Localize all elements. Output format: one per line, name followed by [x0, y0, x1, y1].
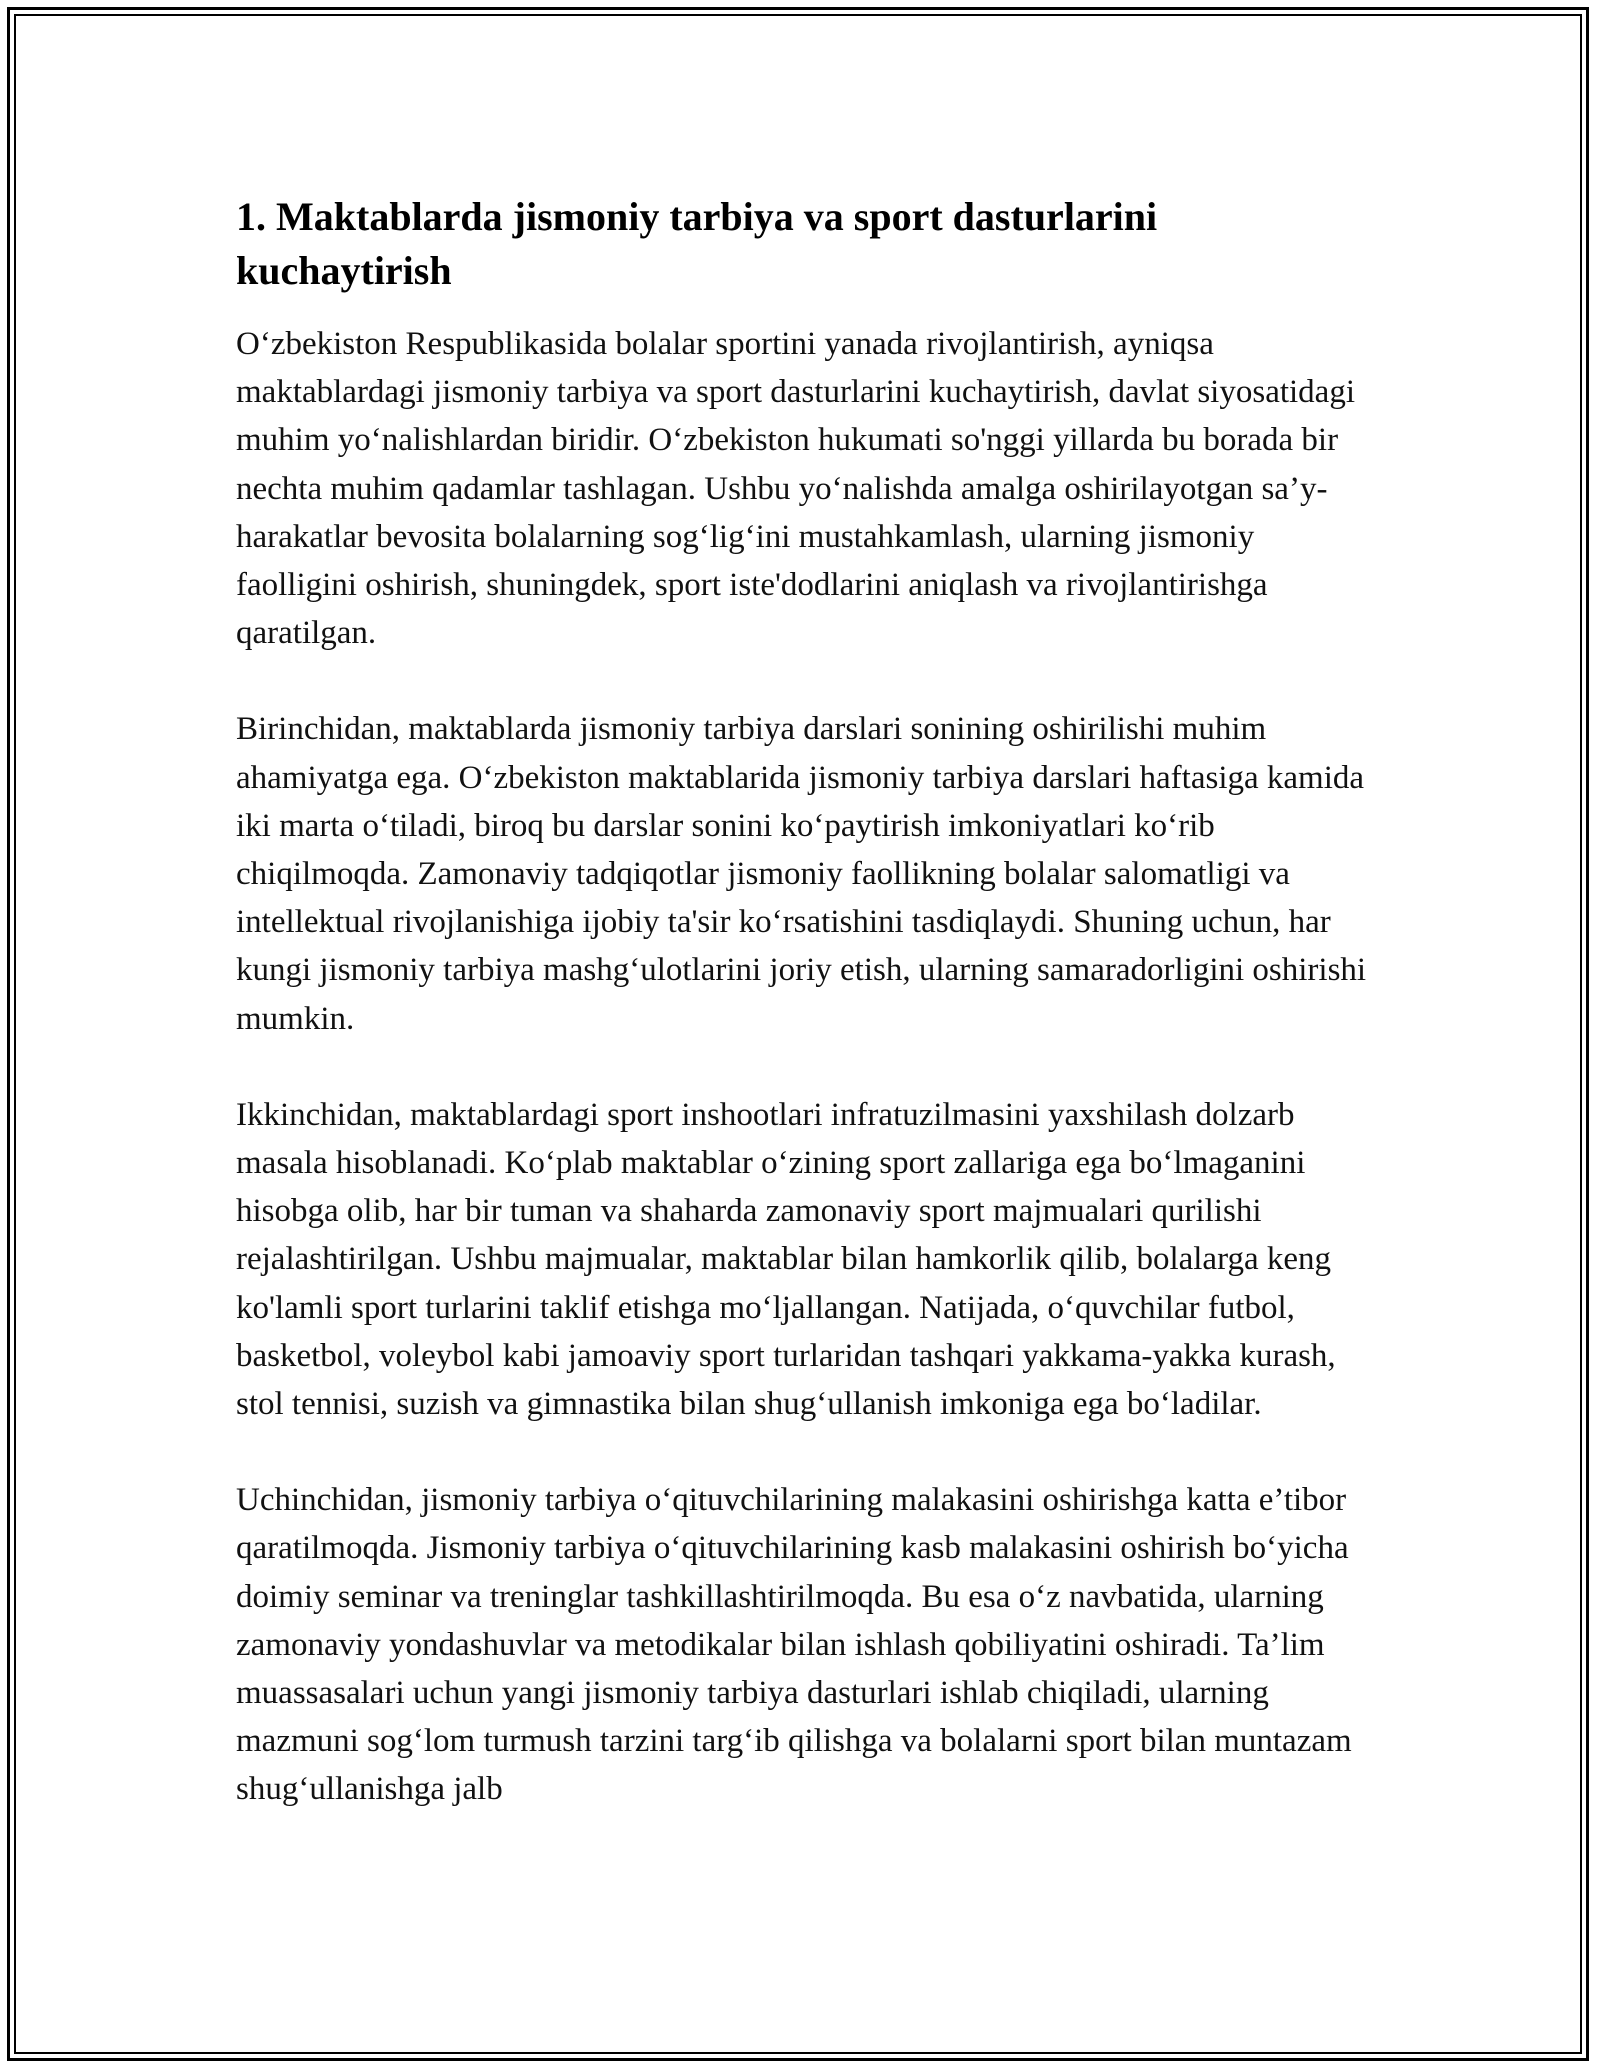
section-heading: 1. Maktablarda jismoniy tarbiya va sport dasturlarini kuchaytirish	[236, 194, 1158, 293]
paragraph-intro: O‘zbekiston Respublikasida bolalar sportini yanada rivojlantirish, ayniqsa maktablardagi jismoniy tarbiya va sport dasturlarini kuchaytirish, davlat siyosatidagi muhim yo‘nalishlardan biridir. O‘zbekiston hukumati so'nggi yillarda bu borada bir nechta muhim qadamlar tashlagan. Ushbu yo‘nalishda amalga oshirilayotgan sa’y-harakatlar bevosita bolalarning sog‘lig‘ini mustahkamlash, ularning jismoniy faolligini oshirish, shuningdek, sport iste'dodlarini aniqlash va rivojlantirishga qaratilgan.	[236, 326, 1355, 652]
paragraph-third-point: Uchinchidan, jismoniy tarbiya o‘qituvchilarining malakasini oshirishga katta e’tibor qaratilmoqda. Jismoniy tarbiya o‘qituvchilarining kasb malakasini oshirish bo‘yicha doimiy seminar va treninglar tashkillashtirilmoqda. Bu esa o‘z navbatida, ularning zamonaviy yondashuvlar va metodikalar bilan ishlash qobiliyatini oshiradi. Ta’lim muassasalari uchun yangi jismoniy tarbiya dasturlari ishlab chiqiladi, ularning mazmuni sog‘lom turmush tarzini targ‘ib qilishga va bolalarni sport bilan muntazam shug‘ullanishga jalb	[236, 1482, 1352, 1808]
paragraph-second-point: Ikkinchidan, maktablardagi sport inshootlari infratuzilmasini yaxshilash dolzarb masala hisoblanadi. Ko‘plab maktablar o‘zining sport zallariga ega bo‘lmaganini hisobga olib, har bir tuman va shaharda zamonaviy sport majmualari qurilishi rejalashtirilgan. Ushbu majmualar, maktablar bilan hamkorlik qilib, bolalarga keng ko'lamli sport turlarini taklif etishga mo‘ljallangan. Natijada, o‘quvchilar futbol, basketbol, voleybol kabi jamoaviy sport turlaridan tashqari yakkama-yakka kurash, stol tennisi, suzish va gimnastika bilan shug‘ullanish imkoniga ega bo‘ladilar.	[236, 1096, 1336, 1423]
paragraph-first-point: Birinchidan, maktablarda jismoniy tarbiya darslari sonining oshirilishi muhim ahamiyatga ega. O‘zbekiston maktablarida jismoniy tarbiya darslari haftasiga kamida iki marta o‘tiladi, biroq bu darslar sonini ko‘paytirish imkoniyatlari ko‘rib chiqilmoqda. Zamonaviy tadqiqotlar jismoniy faollikning bolalar salomatligi va intellektual rivojlanishiga ijobiy ta'sir ko‘rsatishini tasdiqlaydi. Shuning uchun, har kungi jismoniy tarbiya mashg‘ulotlarini joriy etish, ularning samaradorligini oshirishi mumkin.	[236, 711, 1367, 1037]
document-body	[236, 190, 1376, 1814]
